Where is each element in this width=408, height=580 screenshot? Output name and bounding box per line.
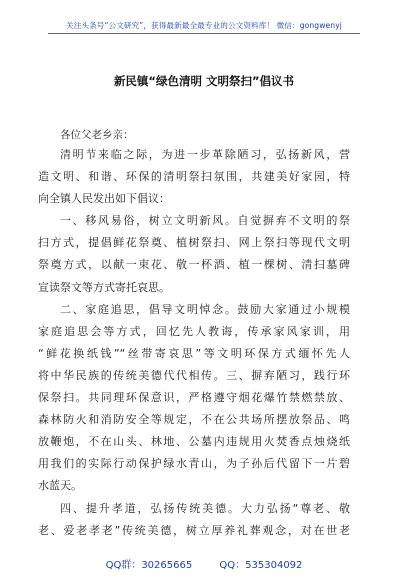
body-line: 向全镇人民发出如下倡议： [38, 192, 170, 206]
body-line: 用我们的实际行动保护绿水青山，为子孙后代留下一片碧 [38, 457, 350, 471]
body-line: “鲜花换纸钱”“丝带寄哀思”等文明环保方式缅怀先人 [38, 346, 350, 360]
footer-qq-group: QQ群：30265665 [105, 560, 193, 571]
body-line: 森林防火和消防安全等规定，不在公共场所摆放祭品、鸣 [38, 413, 350, 427]
body-line: 将中华民族的传统美德代代相传。三、摒弃陋习，践行环 [38, 368, 350, 382]
body-line: 扫方式，提倡鲜花祭奠、植树祭扫、网上祭扫等现代文明 [38, 236, 350, 250]
footer-contact [0, 556, 408, 571]
body-line: 二、家庭追思，倡导文明悼念。鼓励大家通过小规模 [60, 302, 350, 316]
body-line: 家庭追思会等方式，回忆先人教诲，传承家风家训，用 [38, 324, 350, 338]
body-line: 四、提升孝道，弘扬传统美德。大力弘扬“尊老、敬 [60, 501, 350, 515]
body-line: 水蓝天。 [38, 479, 82, 493]
document-title: 新民镇“绿色清明 文明祭扫”倡议书 [113, 74, 295, 88]
body-line: 一、移风易俗，树立文明新风。自觉摒弃不文明的祭 [60, 214, 350, 228]
body-line: 保祭扫。共同理环保意识，严格遵守烟花爆竹禁燃禁放、 [38, 391, 350, 405]
header-divider [48, 33, 360, 34]
footer-qq-number: QQ：535304092 [219, 560, 303, 571]
salutation: 各位父老乡亲： [60, 129, 134, 141]
header-banner: 关注头条号“公文研究”，获得最新最全最专业的公文资料库！ 微信：gongwenyj [66, 21, 342, 30]
body-line: 造文明、和谐、环保的清明祭扫氛围，共建美好家园，特 [38, 170, 350, 184]
body-line: 宣读祭文等方式寄托哀思。 [38, 280, 170, 294]
body-line: 放鞭炮，不在山头、林地、公墓内违规用火焚香点烛烧纸 [38, 435, 350, 449]
body-line: 老、爱老孝老”传统美德，树立厚养礼葬观念，对在世老 [38, 523, 350, 537]
document-body [38, 144, 350, 542]
body-line: 清明节来临之际，为进一步革除陋习，弘扬新风，营 [60, 148, 350, 161]
body-line: 祭奠方式，以献一束花、敬一杯酒、植一棵树、清扫墓碑 [38, 258, 350, 272]
